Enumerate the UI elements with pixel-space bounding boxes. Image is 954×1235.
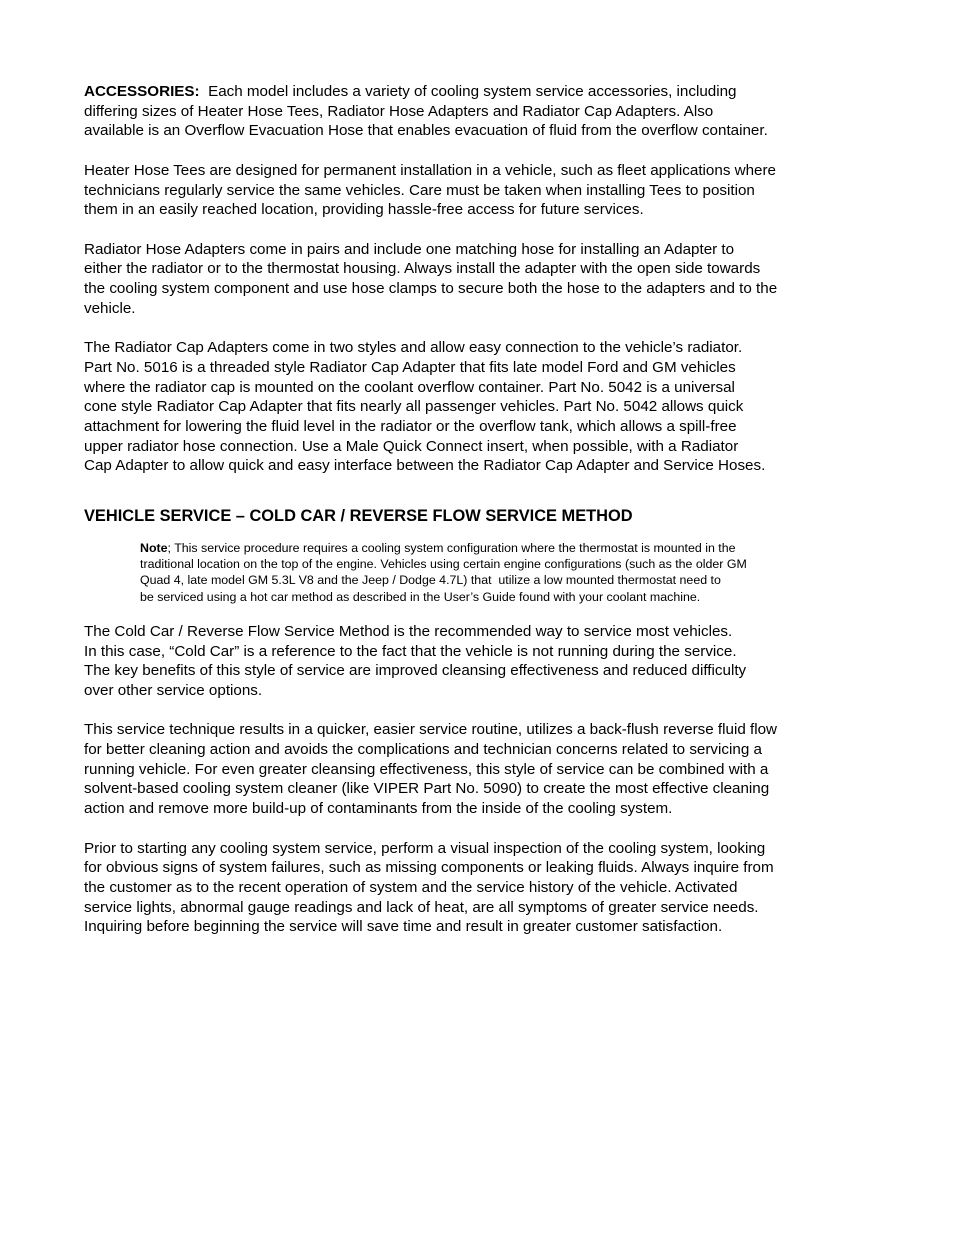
cold-car-line-1: The Cold Car / Reverse Flow Service Method is the recommended way to service most vehicles.	[84, 622, 733, 640]
heater-tees-line-2: technicians regularly service the same vehicles. Care must be taken when installing Tees to position	[84, 181, 755, 199]
accessories-line-2: differing sizes of Heater Hose Tees, Radiator Hose Adapters and Radiator Cap Adapters. Also	[84, 102, 714, 120]
cap-adapters-line-7: Cap Adapter to allow quick and easy interface between the Radiator Cap Adapter and Service Hoses.	[84, 457, 766, 475]
inspection-line-5: Inquiring before beginning the service will save time and result in greater customer satisfaction.	[84, 918, 723, 936]
technique-line-3: running vehicle. For even greater cleansing effectiveness, this style of service can be combined with a	[84, 760, 769, 778]
accessories-line-1	[84, 82, 874, 102]
inspection-line-4: service lights, abnormal gauge readings and lack of heat, are all symptoms of greater service needs.	[84, 898, 759, 916]
inspection-line-2: for obvious signs of system failures, such as missing components or leaking fluids. Always inquire from	[84, 859, 774, 877]
cap-adapters-line-6: upper radiator hose connection. Use a Male Quick Connect insert, when possible, with a Radiator	[84, 437, 739, 455]
accessories-paragraph	[84, 82, 874, 141]
note-line-3: Quad 4, late model GM 5.3L V8 and the Jeep / Dodge 4.7L) that utilize a low mounted thermostat need to	[140, 573, 721, 588]
technique-line-2: for better cleaning action and avoids the complications and technician concerns related to servicing a	[84, 741, 762, 759]
note-block	[140, 540, 874, 605]
accessories-line-3: available is an Overflow Evacuation Hose that enables evacuation of fluid from the overflow container.	[84, 122, 768, 140]
inspection-line-3: the customer as to the recent operation of system and the service history of the vehicle. Activated	[84, 878, 738, 896]
cap-adapters-paragraph	[84, 338, 874, 476]
heater-tees-paragraph	[84, 161, 874, 220]
inspection-paragraph	[84, 839, 874, 938]
cold-car-line-3: The key benefits of this style of service are improved cleansing effectiveness and reduced difficulty	[84, 662, 747, 680]
technique-line-4: solvent-based cooling system cleaner (like VIPER Part No. 5090) to create the most effective cleaning	[84, 780, 770, 798]
technique-paragraph	[84, 720, 874, 819]
cap-adapters-line-4: cone style Radiator Cap Adapter that fits nearly all passenger vehicles. Part No. 5042 allows quick	[84, 398, 744, 416]
note-text: ; This service procedure requires a cooling system configuration where the thermostat is mounted in the	[167, 541, 736, 556]
accessories-text: Each model includes a variety of cooling system service accessories, including	[199, 83, 737, 100]
hose-adapters-line-1: Radiator Hose Adapters come in pairs and include one matching hose for installing an Adapter to	[84, 240, 735, 258]
cold-car-intro-paragraph	[84, 622, 874, 701]
note-line-2: traditional location on the top of the engine. Vehicles using certain engine configurations (such as the older GM	[140, 557, 747, 572]
technique-line-5: action and remove more build-up of contaminants from the inside of the cooling system.	[84, 800, 673, 818]
section-heading: VEHICLE SERVICE – COLD CAR / REVERSE FLOW SERVICE METHOD	[84, 507, 633, 526]
cap-adapters-line-5: attachment for lowering the fluid level in the radiator or the overflow tank, which allows a spill-free	[84, 417, 737, 435]
cold-car-line-4: over other service options.	[84, 681, 263, 699]
note-line-4: be serviced using a hot car method as described in the User’s Guide found with your coolant machine.	[140, 589, 701, 604]
hose-adapters-line-2: either the radiator or to the thermostat housing. Always install the adapter with the open side towards	[84, 260, 761, 278]
note-label: Note	[140, 541, 168, 556]
inspection-line-1: Prior to starting any cooling system service, perform a visual inspection of the cooling system, looking	[84, 839, 766, 857]
cold-car-line-2: In this case, “Cold Car” is a reference to the fact that the vehicle is not running during the service.	[84, 642, 737, 660]
heater-tees-line-3: them in an easily reached location, providing hassle-free access for future services.	[84, 201, 644, 219]
hose-adapters-paragraph	[84, 240, 874, 319]
cap-adapters-line-3: where the radiator cap is mounted on the coolant overflow container. Part No. 5042 is a universal	[84, 378, 735, 396]
cap-adapters-line-2: Part No. 5016 is a threaded style Radiator Cap Adapter that fits late model Ford and GM vehicles	[84, 358, 736, 376]
heater-tees-line-1: Heater Hose Tees are designed for permanent installation in a vehicle, such as fleet applications where	[84, 161, 776, 179]
accessories-label: ACCESSORIES:	[84, 83, 200, 100]
note-line-1	[140, 540, 874, 556]
hose-adapters-line-4: vehicle.	[84, 299, 136, 317]
hose-adapters-line-3: the cooling system component and use hose clamps to secure both the hose to the adapters and to the	[84, 280, 778, 297]
cap-adapters-line-1: The Radiator Cap Adapters come in two styles and allow easy connection to the vehicle’s radiator.	[84, 339, 743, 357]
technique-line-1: This service technique results in a quicker, easier service routine, utilizes a back-flush reverse fluid flow	[84, 721, 778, 739]
document-page	[84, 82, 874, 937]
